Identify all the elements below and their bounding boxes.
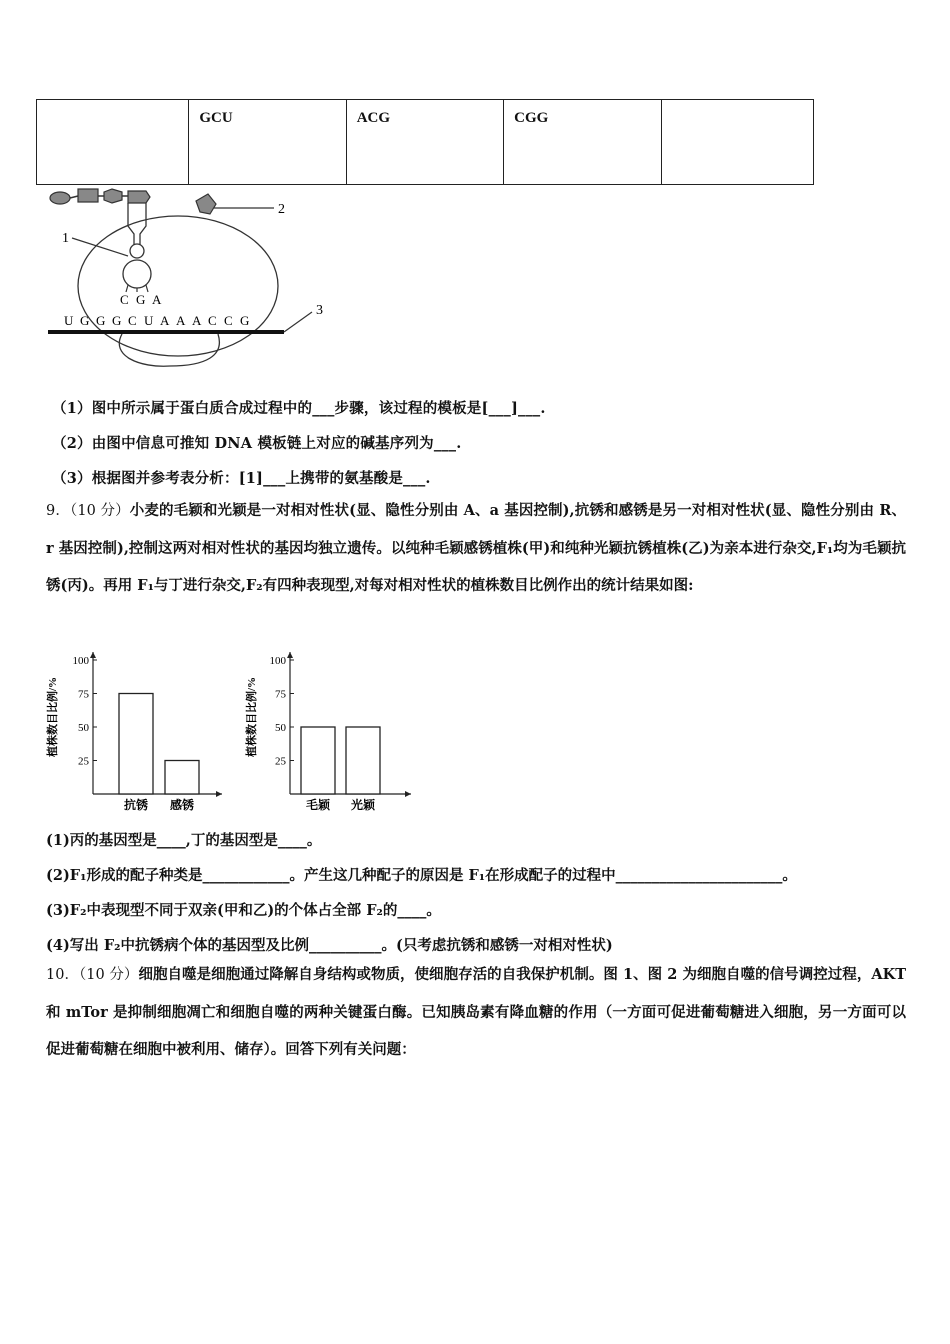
y-tick-label: 25 <box>78 755 89 768</box>
q10-stem <box>46 956 906 1068</box>
anticodon-base: A <box>152 292 162 307</box>
mrna-bases <box>64 313 249 328</box>
y-tick-label: 75 <box>275 688 286 701</box>
ribosome <box>78 216 278 356</box>
x-tick-label: 感锈 <box>169 798 195 812</box>
y-tick-label: 50 <box>78 722 89 734</box>
q9-part1: (1)丙的基因型是____,丁的基因型是____。 <box>46 832 322 849</box>
translation-diagram <box>40 186 340 376</box>
anticodon <box>120 292 162 307</box>
mrna-base: A <box>160 313 170 328</box>
amino-acid-shape <box>78 189 98 202</box>
y-tick-label: 100 <box>269 655 286 667</box>
chart-resistance <box>44 642 229 820</box>
mrna-base: G <box>96 313 106 328</box>
table-cell <box>37 100 189 185</box>
mrna-base: C <box>128 313 137 328</box>
y-axis-label: 植株数目比例/% <box>246 676 258 758</box>
mrna-base: G <box>80 313 90 328</box>
amino-acid-shape <box>50 192 70 204</box>
amino-acid-shape <box>128 191 150 203</box>
mrna-base: G <box>112 313 122 328</box>
anticodon-base: G <box>136 292 146 307</box>
q8-part2: （2）由图中信息可推知 DNA 模板链上对应的碱基序列为___. <box>52 435 462 452</box>
table-cell <box>661 100 813 185</box>
q9-number: 9．（10 分） <box>46 503 130 519</box>
mrna-base: C <box>224 313 233 328</box>
label-3: 3 <box>316 303 323 318</box>
x-tick-label: 毛颖 <box>305 798 331 812</box>
mrna-base: G <box>240 313 250 328</box>
q9-part3: (3)F₂中表现型不同于双亲(甲和乙)的个体占全部 F₂的____。 <box>46 902 441 919</box>
y-tick-label: 25 <box>275 755 286 768</box>
amino-acid-shape <box>104 189 122 203</box>
mrna-base: A <box>176 313 186 328</box>
x-tick-label: 光颖 <box>350 798 376 812</box>
y-tick-label: 75 <box>78 688 89 701</box>
mrna-base: C <box>208 313 217 328</box>
label-1: 1 <box>62 231 69 246</box>
mrna-base: U <box>144 313 154 328</box>
q9-stem <box>46 492 906 604</box>
codon-table <box>36 99 814 185</box>
amino-acid-shape <box>196 194 216 214</box>
table-cell: ACG <box>346 100 503 185</box>
table-row <box>37 100 814 185</box>
q9-text: 小麦的毛颖和光颖是一对相对性状(显、隐性分别由 A、a 基因控制),抗锈和感锈是另一对相对性状(显、隐性分别由 R、r 基因控制),控制这两对相对性状的基因均独立遗传。以纯种毛颖感锈植株(甲)和纯种光颖抗锈植株(乙)为亲本进行杂交,F₁均为毛颖抗锈(丙)。再用 F₁与丁进行杂交,F₂有四种表现型,对每对相对性状的植株数目比例作出的统计结果如图: <box>46 502 906 594</box>
trna <box>123 260 151 288</box>
table-cell: CGG <box>504 100 662 185</box>
y-tick-label: 100 <box>72 655 89 667</box>
x-tick-label: 抗锈 <box>123 798 149 812</box>
q8-part3: （3）根据图并参考表分析：[1]___上携带的氨基酸是___. <box>52 470 431 487</box>
bar <box>346 727 380 794</box>
table-cell: GCU <box>189 100 346 185</box>
y-axis-label: 植株数目比例/% <box>47 676 59 758</box>
q8-part1: （1）图中所示属于蛋白质合成过程中的___步骤，该过程的模板是[___]___. <box>52 400 546 417</box>
y-tick-label: 50 <box>275 722 286 734</box>
bar <box>119 694 153 795</box>
label-2: 2 <box>278 202 285 217</box>
q9-part2: (2)F₁形成的配子种类是____________。产生这几种配子的原因是 F₁在形成配子的过程中_______________________。 <box>46 867 797 884</box>
mrna-base: U <box>64 313 74 328</box>
chart-glume <box>243 642 418 820</box>
q10-text: 细胞自噬是细胞通过降解自身结构或物质，使细胞存活的自我保护机制。图 1、图 2 为细胞自噬的信号调控过程，AKT 和 mTor 是抑制细胞凋亡和细胞自噬的两种关键蛋白酶。已知胰岛素有降血糖的作用（一方面可促进葡萄糖进入细胞，另一方面可以促进葡萄糖在细胞中被利用、储存）。回答下列有关问题： <box>46 966 906 1058</box>
q10-number: 10．（10 分） <box>46 967 139 983</box>
q9-part4: (4)写出 F₂中抗锈病个体的基因型及比例__________。(只考虑抗锈和感锈一对相对性状) <box>46 937 613 954</box>
anticodon-base: C <box>120 292 129 307</box>
bar <box>301 727 335 794</box>
bar <box>165 761 199 795</box>
mrna-base: A <box>192 313 202 328</box>
